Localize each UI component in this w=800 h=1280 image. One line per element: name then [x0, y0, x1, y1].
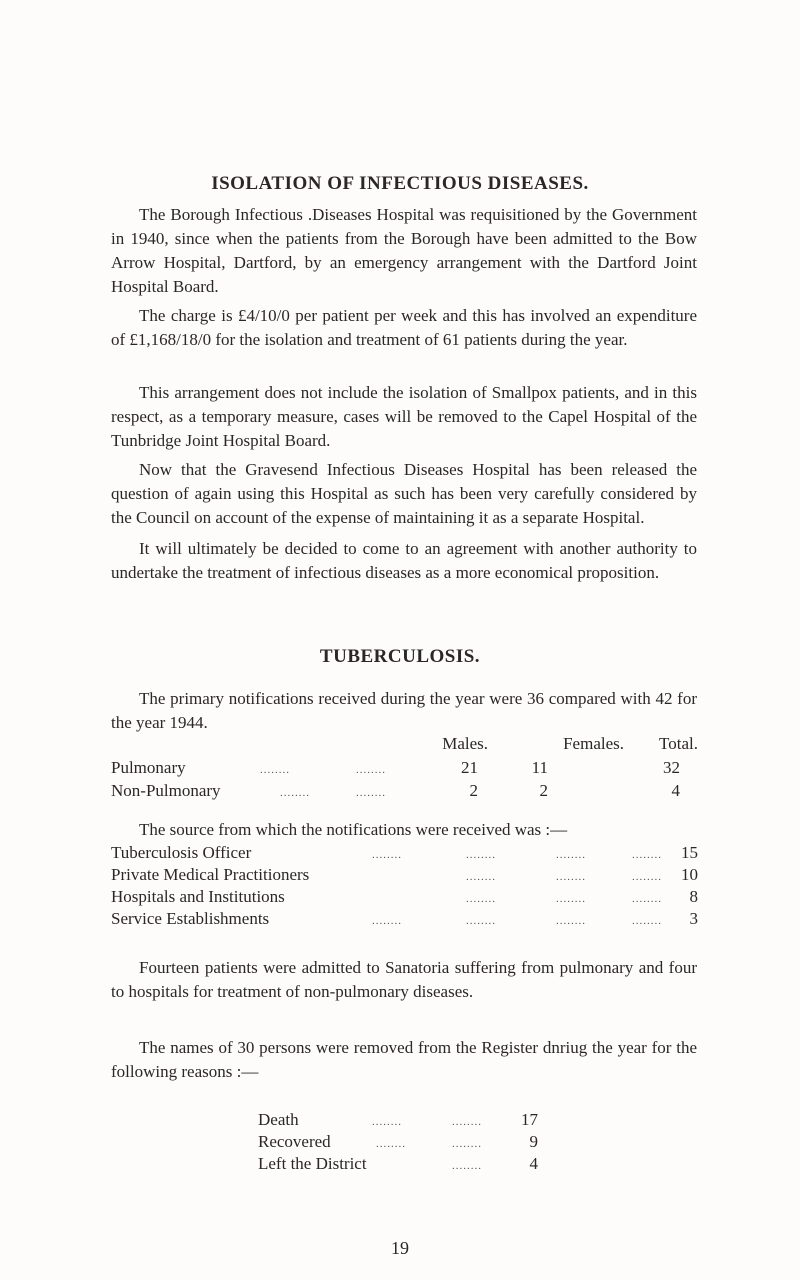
- cell-total: 32: [663, 758, 680, 777]
- leader-dots: ........: [452, 1116, 482, 1128]
- paragraph-gravesend: Now that the Gravesend Infectious Diseases Hospital has been released the question of again using this Hospital as such has been very carefully considered by the Council on account of the expense of maintaining it as a separate Hospital.: [111, 460, 697, 527]
- leader-dots: ........: [466, 915, 496, 927]
- leader-dots: ........: [556, 915, 586, 927]
- leader-dots: ........: [280, 787, 310, 799]
- cell-females: 11: [531, 758, 548, 777]
- paragraph-notifications: The primary notifications received during the year were 36 compared with 42 for the year 1944.: [111, 689, 697, 732]
- paragraph-agreement: It will ultimately be decided to come to an agreement with another authority to undertake the treatment of infectious diseases as a more economical proposition.: [111, 539, 697, 582]
- reason-label: Left the District: [258, 1154, 367, 1173]
- source-label: Tuberculosis Officer: [111, 843, 252, 862]
- source-value: 8: [689, 887, 698, 906]
- paragraph-source-intro: The source from which the notifications were received was :—: [139, 820, 568, 839]
- leader-dots: ........: [372, 1116, 402, 1128]
- leader-dots: ........: [466, 871, 496, 883]
- paragraph-requisition: The Borough Infectious .Diseases Hospital was requisitioned by the Government in 1940, since when the patients from the Borough have been admitted to the Bow Arrow Hospital, Dartford, by an emergency arrangement with the Dartford Joint Hospital Board.: [111, 205, 697, 296]
- header-total: Total.: [659, 734, 698, 753]
- source-label: Hospitals and Institutions: [111, 887, 285, 906]
- section-title-tuberculosis: TUBERCULOSIS.: [319, 646, 481, 667]
- leader-dots: ........: [356, 764, 386, 776]
- section-title-isolation: ISOLATION OF INFECTIOUS DISEASES.: [211, 173, 589, 194]
- leader-dots: ........: [632, 893, 662, 905]
- cell-females: 2: [539, 781, 548, 800]
- leader-dots: ........: [632, 849, 662, 861]
- leader-dots: ........: [632, 915, 662, 927]
- source-value: 10: [681, 865, 698, 884]
- header-males: Males.: [442, 734, 488, 753]
- source-value: 3: [689, 909, 698, 928]
- source-label: Private Medical Practitioners: [111, 865, 310, 884]
- leader-dots: ........: [372, 849, 402, 861]
- leader-dots: ........: [376, 1138, 406, 1150]
- header-females: Females.: [563, 734, 624, 753]
- paragraph-smallpox: This arrangement does not include the isolation of Smallpox patients, and in this respect, as a temporary measure, cases will be removed to the Capel Hospital of the Tunbridge Joint Hospital Board.: [111, 383, 697, 450]
- reason-label: Recovered: [258, 1132, 331, 1151]
- leader-dots: ........: [556, 893, 586, 905]
- leader-dots: ........: [466, 893, 496, 905]
- reason-value: 4: [529, 1154, 538, 1173]
- source-value: 15: [681, 843, 698, 862]
- reason-value: 17: [521, 1110, 538, 1129]
- leader-dots: ........: [556, 849, 586, 861]
- page-number: 19: [391, 1238, 409, 1258]
- leader-dots: ........: [556, 871, 586, 883]
- leader-dots: ........: [372, 915, 402, 927]
- paragraph-charge: The charge is £4/10/0 per patient per week and this has involved an expenditure of £1,168/18/0 for the isolation and treatment of 61 patients during the year.: [111, 306, 697, 349]
- source-label: Service Establishments: [111, 909, 270, 928]
- paragraph-admitted: Fourteen patients were admitted to Sanatoria suffering from pulmonary and four to hospitals for treatment of non-pulmonary diseases.: [111, 958, 697, 1001]
- cell-males: 2: [469, 781, 478, 800]
- paragraph-removed: The names of 30 persons were removed from the Register dnriug the year for the following reasons :—: [111, 1038, 697, 1081]
- leader-dots: ........: [452, 1160, 482, 1172]
- leader-dots: ........: [466, 849, 496, 861]
- reason-label: Death: [258, 1110, 299, 1129]
- cell-total: 4: [671, 781, 680, 800]
- leader-dots: ........: [356, 787, 386, 799]
- cell-males: 21: [461, 758, 478, 777]
- row-label: Pulmonary: [111, 758, 186, 777]
- row-label: Non-Pulmonary: [111, 781, 221, 800]
- reason-value: 9: [529, 1132, 538, 1151]
- leader-dots: ........: [632, 871, 662, 883]
- leader-dots: ........: [260, 764, 290, 776]
- leader-dots: ........: [452, 1138, 482, 1150]
